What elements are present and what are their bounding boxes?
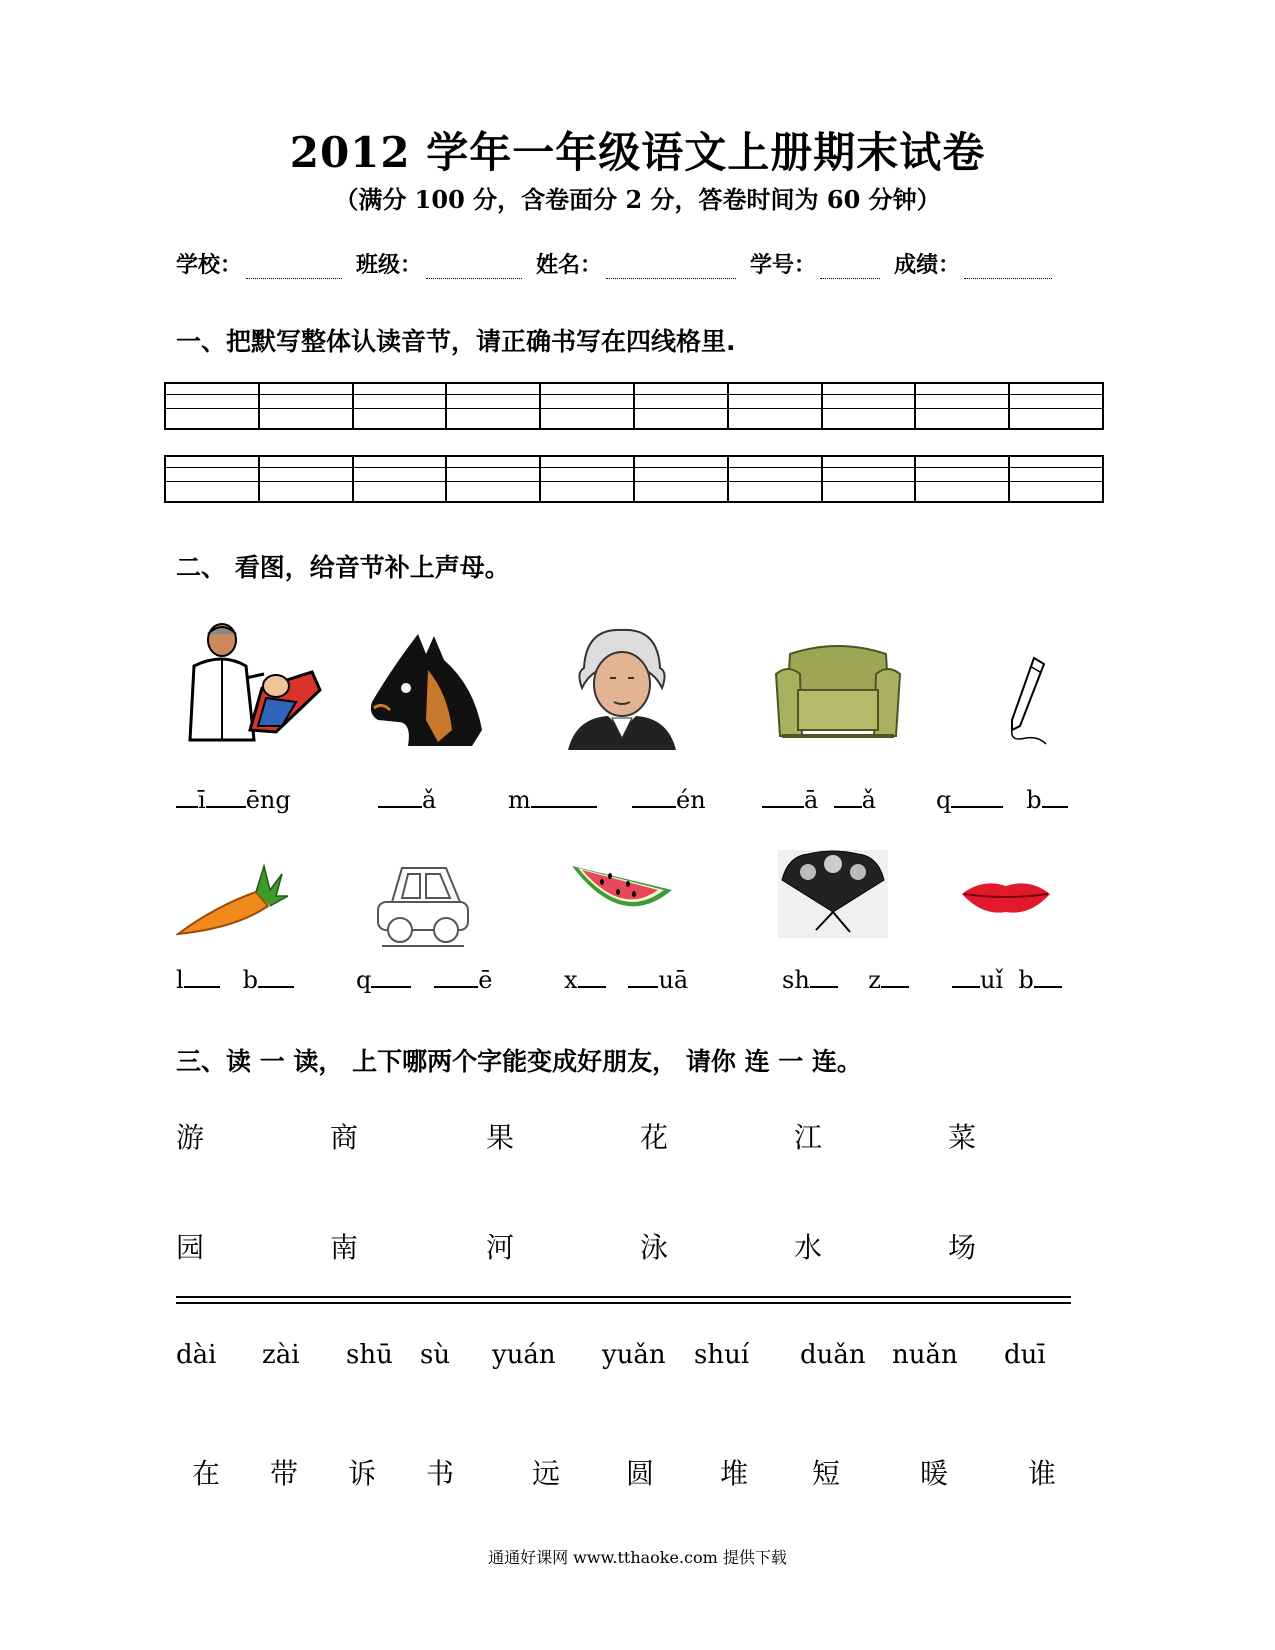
- answer-blank[interactable]: [952, 968, 980, 988]
- pinyin-text: b: [242, 966, 258, 994]
- grid-cell[interactable]: [166, 384, 260, 428]
- grid-cell[interactable]: [916, 457, 1010, 501]
- watermelon-icon: [570, 862, 674, 928]
- top-char[interactable]: 菜: [948, 1121, 977, 1154]
- name-field[interactable]: [606, 254, 736, 279]
- pinyin-item: [936, 786, 1068, 814]
- pinyin-item: [952, 966, 1062, 994]
- answer-blank[interactable]: [1034, 968, 1062, 988]
- answer-blank[interactable]: [184, 968, 220, 988]
- section2-heading: 二、 看图，给音节补上声母。: [176, 553, 510, 582]
- answer-blank[interactable]: [1042, 788, 1068, 808]
- answer-blank[interactable]: [371, 968, 411, 988]
- answer-blank[interactable]: [176, 788, 198, 808]
- horse-icon: [368, 630, 488, 750]
- hanzi-char[interactable]: 暖: [920, 1457, 949, 1490]
- page-title: 2012 学年一年级语文上册期末试卷: [289, 128, 986, 177]
- pinyin-item: [632, 786, 706, 814]
- pinyin-text: uǐ: [980, 966, 1004, 994]
- top-char[interactable]: 商: [330, 1121, 359, 1154]
- hanzi-char[interactable]: 堆: [720, 1457, 749, 1490]
- class-label: 班级：: [356, 253, 423, 278]
- name-label: 姓名：: [536, 253, 603, 278]
- hanzi-char[interactable]: 在: [192, 1457, 221, 1490]
- answer-blank[interactable]: [206, 788, 246, 808]
- answer-blank[interactable]: [258, 968, 294, 988]
- pinyin-word[interactable]: duǎn: [800, 1340, 866, 1370]
- grid-cell[interactable]: [166, 457, 260, 501]
- pinyin-text: uā: [658, 966, 689, 994]
- bottom-char[interactable]: 园: [176, 1231, 205, 1264]
- pencil-icon: [1006, 654, 1050, 746]
- grid-cell[interactable]: [729, 384, 823, 428]
- answer-blank[interactable]: [881, 968, 909, 988]
- pinyin-text: ē: [478, 966, 493, 994]
- pinyin-word[interactable]: dài: [176, 1340, 217, 1370]
- hanzi-char[interactable]: 远: [532, 1457, 561, 1490]
- pinyin-text: q: [356, 966, 372, 994]
- four-line-grid-row2[interactable]: [164, 455, 1104, 503]
- pinyin-text: z: [868, 966, 881, 994]
- grid-cell[interactable]: [635, 384, 729, 428]
- student-number-label: 学号：: [750, 253, 817, 278]
- pinyin-item: [762, 786, 876, 814]
- bottom-char[interactable]: 水: [794, 1231, 823, 1264]
- grid-cell[interactable]: [1010, 384, 1102, 428]
- hanzi-char[interactable]: 谁: [1028, 1457, 1057, 1490]
- answer-blank[interactable]: [762, 788, 804, 808]
- pinyin-text: sh: [782, 966, 810, 994]
- section1-heading: 一、把默写整体认读音节，请正确书写在四线格里.: [176, 327, 736, 356]
- fan-icon: [778, 850, 888, 938]
- grid-cell[interactable]: [1010, 457, 1102, 501]
- pinyin-item: [176, 786, 291, 814]
- pinyin-word[interactable]: yuán: [492, 1340, 556, 1370]
- pinyin-word[interactable]: nuǎn: [892, 1340, 958, 1370]
- pinyin-word[interactable]: sù: [420, 1340, 451, 1370]
- top-char[interactable]: 果: [486, 1121, 515, 1154]
- section3-heading: 三、读 一 读， 上下哪两个字能变成好朋友， 请你 连 一 连。: [176, 1047, 862, 1076]
- pinyin-text: b: [1026, 786, 1042, 814]
- carrot-icon: [176, 862, 288, 938]
- answer-blank[interactable]: [951, 788, 1003, 808]
- score-field[interactable]: [964, 254, 1052, 279]
- washington-portrait-icon: [564, 626, 678, 750]
- pinyin-word[interactable]: shū: [346, 1340, 393, 1370]
- answer-blank[interactable]: [378, 788, 422, 808]
- answer-blank[interactable]: [578, 968, 606, 988]
- doctor-icon: [172, 618, 322, 746]
- pinyin-text: q: [936, 786, 952, 814]
- page-subtitle: （满分 100 分，含卷面分 2 分，答卷时间为 60 分钟）: [334, 185, 941, 214]
- bottom-char[interactable]: 南: [330, 1231, 359, 1264]
- pinyin-text: b: [1018, 966, 1034, 994]
- lips-icon: [960, 876, 1052, 916]
- grid-cell[interactable]: [447, 457, 541, 501]
- top-char[interactable]: 花: [640, 1121, 669, 1154]
- top-char[interactable]: 江: [794, 1121, 823, 1154]
- grid-cell[interactable]: [729, 457, 823, 501]
- grid-cell[interactable]: [541, 384, 635, 428]
- double-divider: [176, 1296, 1071, 1304]
- hanzi-char[interactable]: 带: [270, 1457, 299, 1490]
- student-info-row: [176, 248, 1066, 279]
- answer-blank[interactable]: [810, 968, 838, 988]
- pinyin-word[interactable]: shuí: [694, 1340, 750, 1370]
- pinyin-text: l: [176, 966, 184, 994]
- pinyin-text: m: [508, 786, 531, 814]
- pinyin-item: [782, 966, 909, 994]
- pinyin-word[interactable]: duī: [1004, 1340, 1046, 1370]
- footer-text: 通通好课网 www.tthaoke.com 提供下载: [488, 1548, 787, 1567]
- grid-cell[interactable]: [260, 457, 354, 501]
- pinyin-word[interactable]: zài: [262, 1340, 300, 1370]
- school-label: 学校：: [176, 253, 243, 278]
- school-field[interactable]: [246, 254, 342, 279]
- answer-blank[interactable]: [434, 968, 478, 988]
- bottom-char[interactable]: 河: [486, 1231, 515, 1264]
- pinyin-item: [378, 786, 436, 814]
- pinyin-text: ā: [804, 786, 819, 814]
- answer-blank[interactable]: [834, 788, 862, 808]
- grid-cell[interactable]: [823, 457, 917, 501]
- grid-cell[interactable]: [354, 384, 448, 428]
- pinyin-item: [508, 786, 597, 814]
- grid-cell[interactable]: [635, 457, 729, 501]
- grid-cell[interactable]: [823, 384, 917, 428]
- pinyin-text: ī: [198, 786, 206, 814]
- pinyin-item: [356, 966, 492, 994]
- pinyin-text: x: [564, 966, 578, 994]
- answer-blank[interactable]: [628, 968, 658, 988]
- bottom-char[interactable]: 泳: [640, 1231, 669, 1264]
- grid-cell[interactable]: [260, 384, 354, 428]
- grid-cell[interactable]: [541, 457, 635, 501]
- sofa-icon: [774, 644, 902, 746]
- pinyin-text: ēng: [245, 786, 291, 814]
- pinyin-word[interactable]: yuǎn: [602, 1340, 666, 1370]
- bottom-char[interactable]: 场: [948, 1231, 977, 1264]
- hanzi-char[interactable]: 诉: [348, 1457, 377, 1490]
- class-field[interactable]: [426, 254, 522, 279]
- grid-cell[interactable]: [447, 384, 541, 428]
- answer-blank[interactable]: [531, 788, 597, 808]
- score-label: 成绩：: [894, 253, 961, 278]
- student-number-field[interactable]: [820, 254, 880, 279]
- pinyin-item: [176, 966, 294, 994]
- pinyin-text: én: [676, 786, 706, 814]
- pinyin-text: ǎ: [422, 786, 437, 814]
- grid-cell[interactable]: [354, 457, 448, 501]
- hanzi-char[interactable]: 短: [812, 1457, 841, 1490]
- answer-blank[interactable]: [632, 788, 676, 808]
- hanzi-char[interactable]: 书: [426, 1457, 455, 1490]
- top-char[interactable]: 游: [176, 1121, 205, 1154]
- hanzi-char[interactable]: 圆: [626, 1457, 655, 1490]
- toy-car-icon: [374, 860, 472, 952]
- grid-cell[interactable]: [916, 384, 1010, 428]
- pinyin-text: ǎ: [861, 786, 876, 814]
- pinyin-item: [564, 966, 688, 994]
- four-line-grid-row1[interactable]: [164, 382, 1104, 430]
